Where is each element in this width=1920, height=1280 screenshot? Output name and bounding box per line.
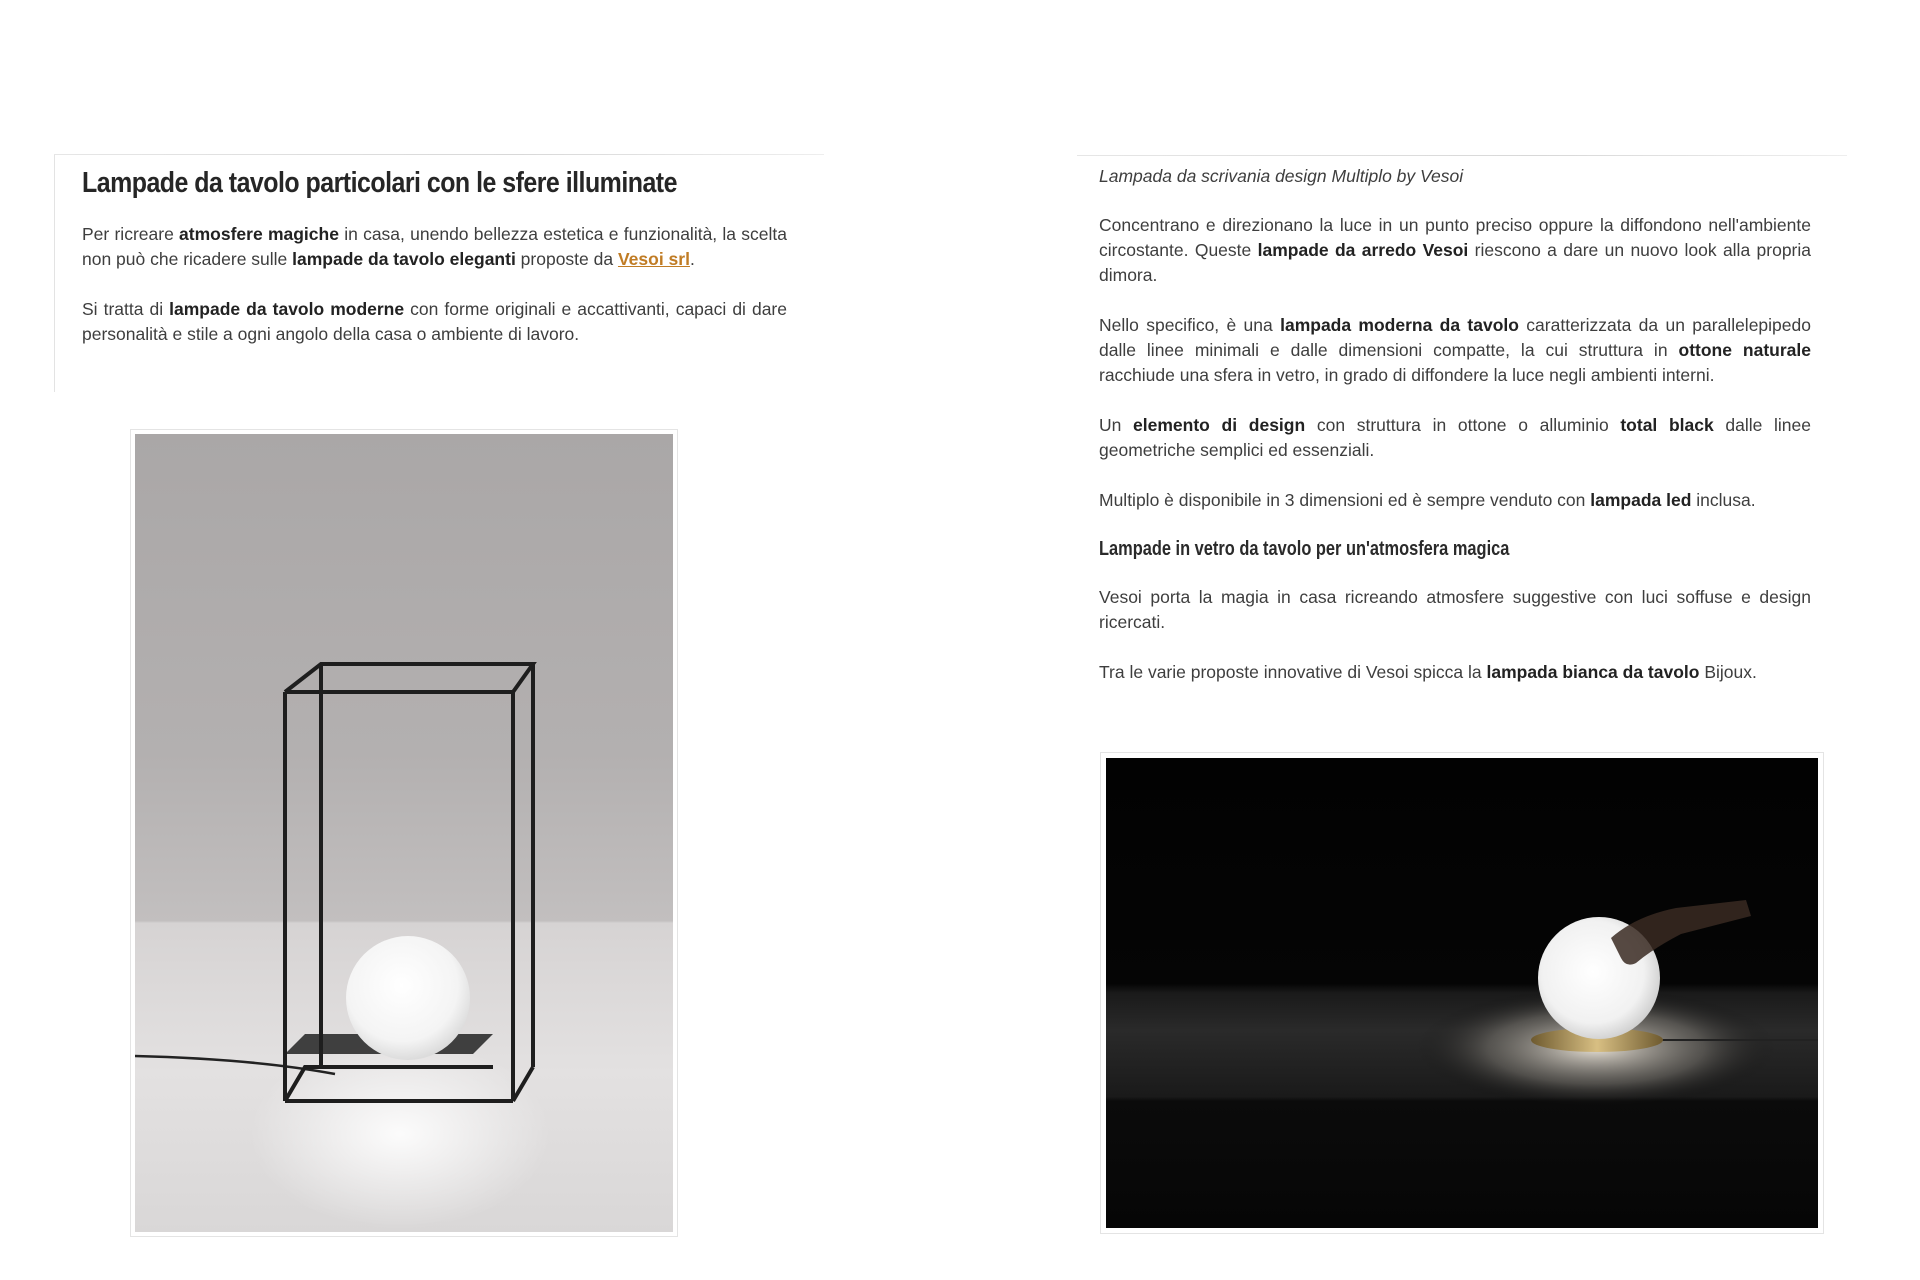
right-article-column [1077,155,1847,710]
paragraph-concentrano [1099,213,1811,288]
bold-run: ottone naturale [1678,340,1811,360]
text-run: Nello specifico, è una [1099,315,1281,335]
paragraph-bijoux [1099,660,1811,685]
section-heading-sfere: Lampade da tavolo particolari con le sfere illuminate [82,167,677,199]
multiplo-lamp-photo [130,429,678,1237]
text-run: Per ricreare [82,224,180,244]
image-caption: Lampada da scrivania design Multiplo by Vesoi [1099,166,1464,186]
paragraph-vesoi-magia [1099,585,1811,635]
lamp-scene-grey [135,434,673,1232]
text-run: . [689,249,695,269]
bold-run: lampada moderna da tavolo [1280,315,1519,335]
left-text-block [54,155,787,392]
text-run: Bijoux. [1699,662,1757,682]
description-paragraph [82,297,787,347]
text-run: dalle linee geometriche semplici ed essenziali. [1099,415,1812,460]
bold-run: atmosfere magiche [179,224,339,244]
bold-run: lampade da arredo Vesoi [1257,240,1469,260]
intro-paragraph [82,222,787,272]
paragraph-multiplo [1099,488,1811,513]
bijoux-lamp-photo [1100,752,1824,1234]
text-run: Tra le varie proposte innovative di Vesoi spicca la [1099,662,1487,682]
bold-run: lampada led [1590,490,1692,510]
text-run: con forme originali e accattivanti, capaci di dare personalità e stile a ogni angolo della casa o ambiente di lavoro. [82,299,787,344]
hand-silhouette [1611,900,1751,965]
text-run: racchiude una sfera in vetro, in grado di diffondere la luce negli ambienti interni. [1099,365,1715,385]
lamp-scene-dark [1106,758,1818,1228]
vesoi-link[interactable]: Vesoi srl [617,249,690,269]
bold-run: lampade da tavolo moderne [169,299,405,319]
section-heading-vetro: Lampade in vetro da tavolo per un'atmosfera magica [1099,538,1510,560]
text-run: riescono a dare un nuovo look alla propria dimora. [1099,240,1812,285]
cube-frame-lamp-illustration [135,434,673,1232]
text-run: Multiplo è disponibile in 3 dimensioni ed è sempre venduto con [1099,490,1591,510]
text-run: con struttura in ottone o alluminio [1305,415,1621,435]
right-text-block [1077,156,1811,685]
bold-run: total black [1620,415,1714,435]
text-run: proposte da [515,249,618,269]
left-article-column [54,154,824,392]
text-run: in casa, unendo bellezza estetica e funzionalità, la scelta non può che ricadere sulle [82,224,787,269]
bold-run: elemento di design [1133,415,1306,435]
paragraph-elemento-design [1099,413,1811,463]
text-run: Un [1099,415,1134,435]
sphere-lamp-illustration [1106,758,1818,1228]
bold-run: lampada bianca da tavolo [1486,662,1700,682]
glass-sphere [346,936,470,1060]
text-run: caratterizzata da un parallelepipedo dalle linee minimali e dalle dimensioni compatte, la cui struttura in [1099,315,1811,360]
text-run: Vesoi porta la magia in casa ricreando atmosfere suggestive con luci soffuse e design ricercati. [1099,587,1811,632]
bold-run: lampade da tavolo eleganti [292,249,516,269]
paragraph-nello-specifico [1099,313,1811,388]
text-run: inclusa. [1691,490,1756,510]
text-run: Si tratta di [82,299,170,319]
text-run: Concentrano e direzionano la luce in un punto preciso oppure la diffondono nell'ambiente circostante. Queste [1099,215,1811,260]
